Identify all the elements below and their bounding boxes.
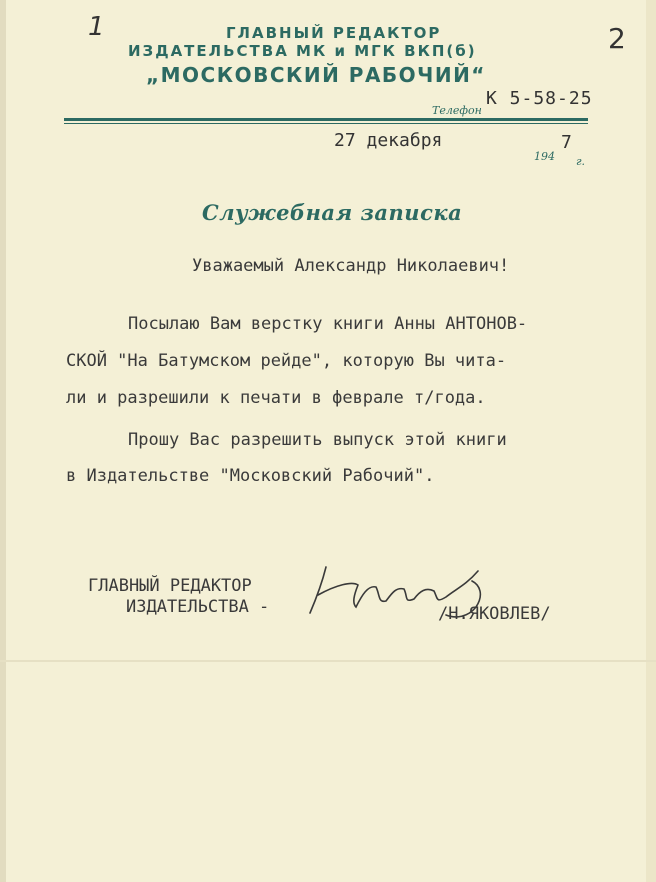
letterhead-rule-thick xyxy=(64,118,588,121)
letterhead-line-2: ИЗДАТЕЛЬСТВА МК и МГК ВКП(б) xyxy=(128,42,477,60)
salutation: Уважаемый Александр Николаевич! xyxy=(192,256,510,276)
paper-right-edge xyxy=(646,0,656,882)
date-year-digit: 7 xyxy=(561,132,572,153)
paragraph2-line1: Прошу Вас разрешить выпуск этой книги xyxy=(128,430,507,450)
memo-title: Служебная записка xyxy=(202,200,463,225)
paragraph1-line3: ли и разрешили к печати в феврале т/года. xyxy=(66,388,486,408)
date-year-printed: 194 xyxy=(534,150,555,163)
date-day-month: 27 декабря xyxy=(334,130,443,151)
paper-left-edge xyxy=(0,0,6,882)
margin-note-left: 1 xyxy=(88,12,105,42)
paragraph1-line2: СКОЙ "На Батумском рейде", которую Вы чита- xyxy=(66,351,507,371)
signatory-title-line2: ИЗДАТЕЛЬСТВА - xyxy=(126,597,270,617)
letterhead-line-1: ГЛАВНЫЙ РЕДАКТОР xyxy=(226,24,442,42)
signatory-name: /Н.ЯКОВЛЕВ/ xyxy=(438,604,551,624)
paper-fold xyxy=(0,660,656,662)
date-year-suffix: г. xyxy=(576,155,586,168)
paragraph2-line2: в Издательстве "Московский Рабочий". xyxy=(66,466,435,486)
signatory-title-line1: ГЛАВНЫЙ РЕДАКТОР xyxy=(88,576,252,596)
phone-label: Телефон xyxy=(432,104,482,117)
handwritten-signature xyxy=(296,555,496,625)
margin-note-right: 2 xyxy=(608,22,626,55)
letterhead-line-3: „МОСКОВСКИЙ РАБОЧИЙ“ xyxy=(146,63,486,87)
letterhead-rule-thin xyxy=(64,123,588,124)
phone-number: К 5-58-25 xyxy=(486,88,593,109)
paragraph1-line1: Посылаю Вам верстку книги Анны АНТОНОВ- xyxy=(128,314,528,334)
